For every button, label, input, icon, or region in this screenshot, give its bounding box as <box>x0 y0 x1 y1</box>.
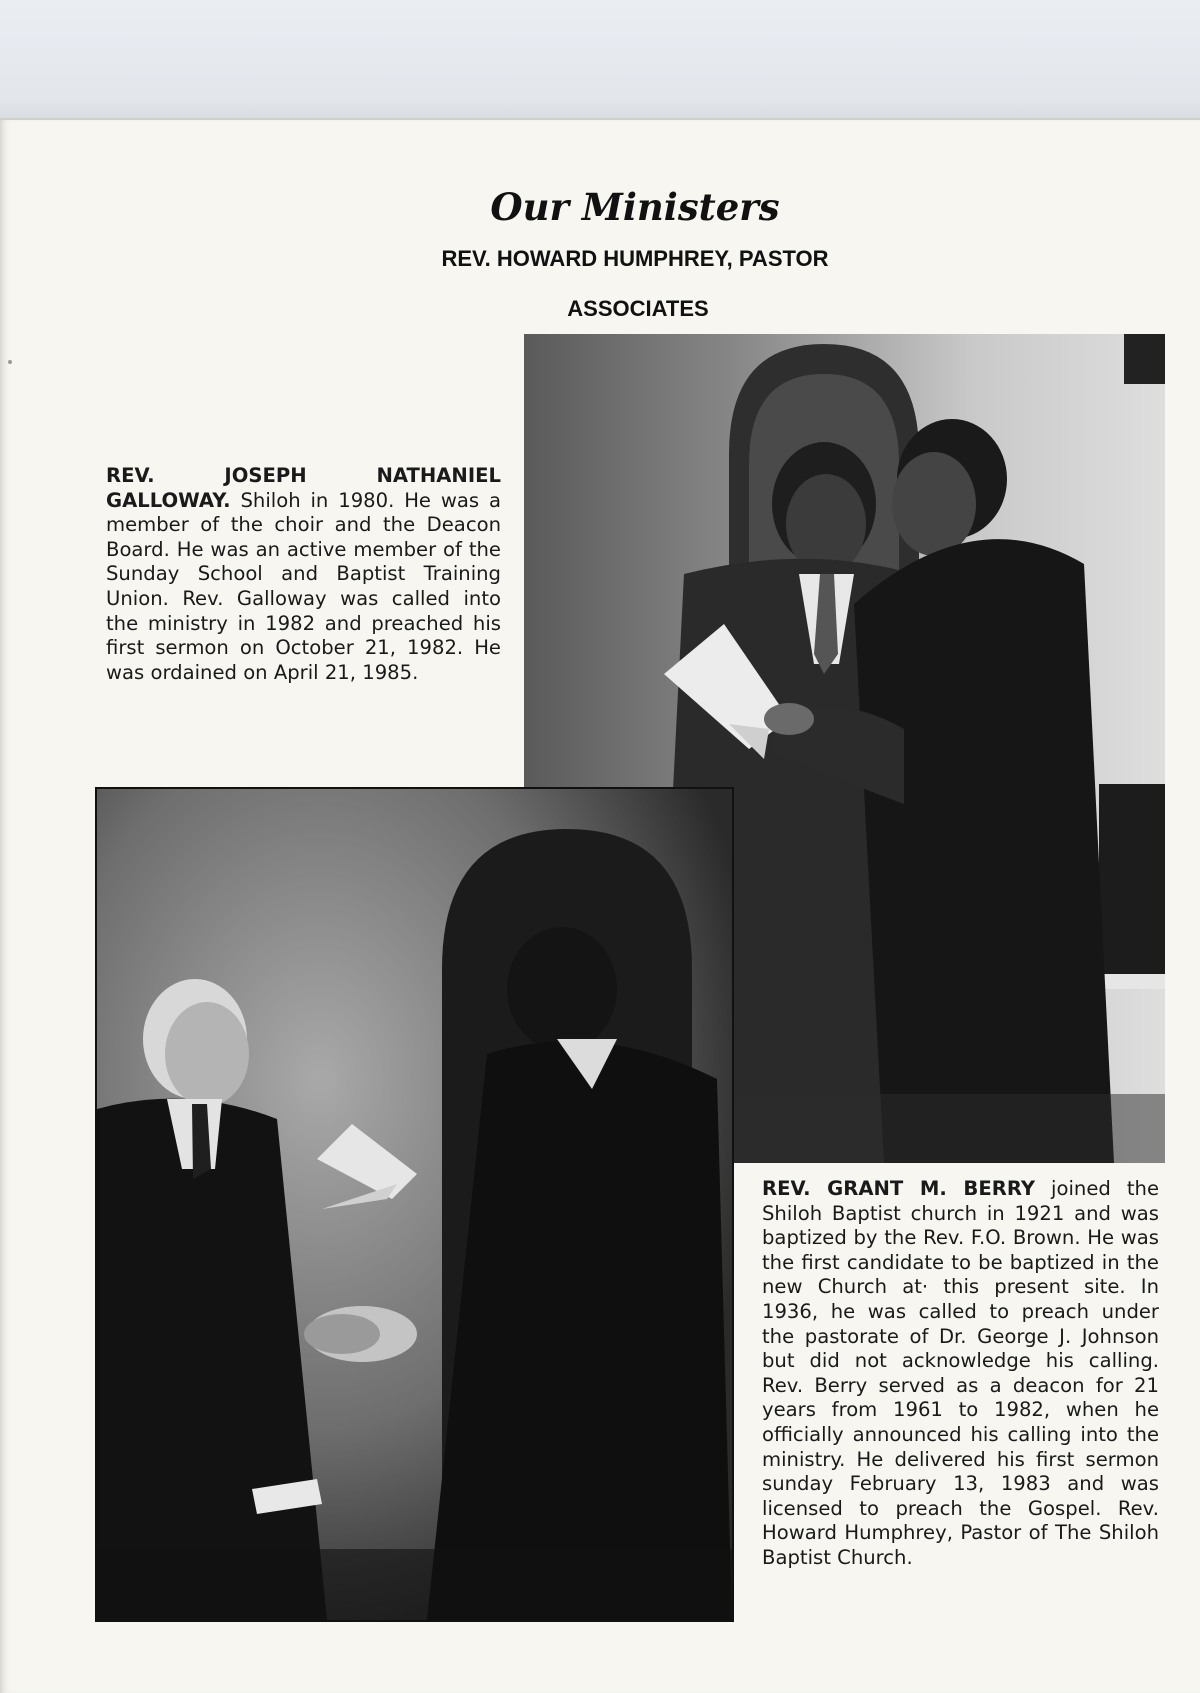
bio-galloway-name: REV. JOSEPH NATHANIEL GALLOWAY. <box>106 464 501 512</box>
bio-berry-name: REV. GRANT M. BERRY <box>762 1177 1036 1200</box>
scan-background <box>0 0 1200 118</box>
page-speck <box>8 360 12 364</box>
pastor-heading: REV. HOWARD HUMPHREY, PASTOR <box>441 246 829 271</box>
bio-berry-text: joined the Shiloh Baptist church in 1921 and was baptized by the Rev. F.O. Brown. He was the first candidate to be baptized in the new Church at· this present site. In 1936, he was called to preach under the pastorate of Dr. George J. Johnson but did not acknowledge his calling. Rev. Berry served as a deacon for 21 years from 1961 to 1982, when he officially announced his calling into the ministry. He delivered his first sermon sunday February 13, 1983 and was licensed to preach the Gospel. Rev. Howard Humphrey, Pastor of The Shiloh Baptist Church. <box>762 1177 1160 1569</box>
photo-handshake-illustration <box>97 789 732 1620</box>
photo-handshake <box>95 787 734 1622</box>
bio-galloway-text: Shiloh in 1980. He was a member of the choir and the Deacon Board. He was an active member of the Sunday School and Baptist Training Union. Rev. Galloway was called into the ministry in 1982 and preached his first sermon on October 21, 1982. He was ordained on April 21, 1985. <box>106 488 501 684</box>
bio-berry <box>762 1177 1159 1571</box>
associates-heading: ASSOCIATES <box>567 296 709 321</box>
bio-galloway <box>106 464 501 685</box>
page-title: Our Ministers <box>490 185 780 229</box>
